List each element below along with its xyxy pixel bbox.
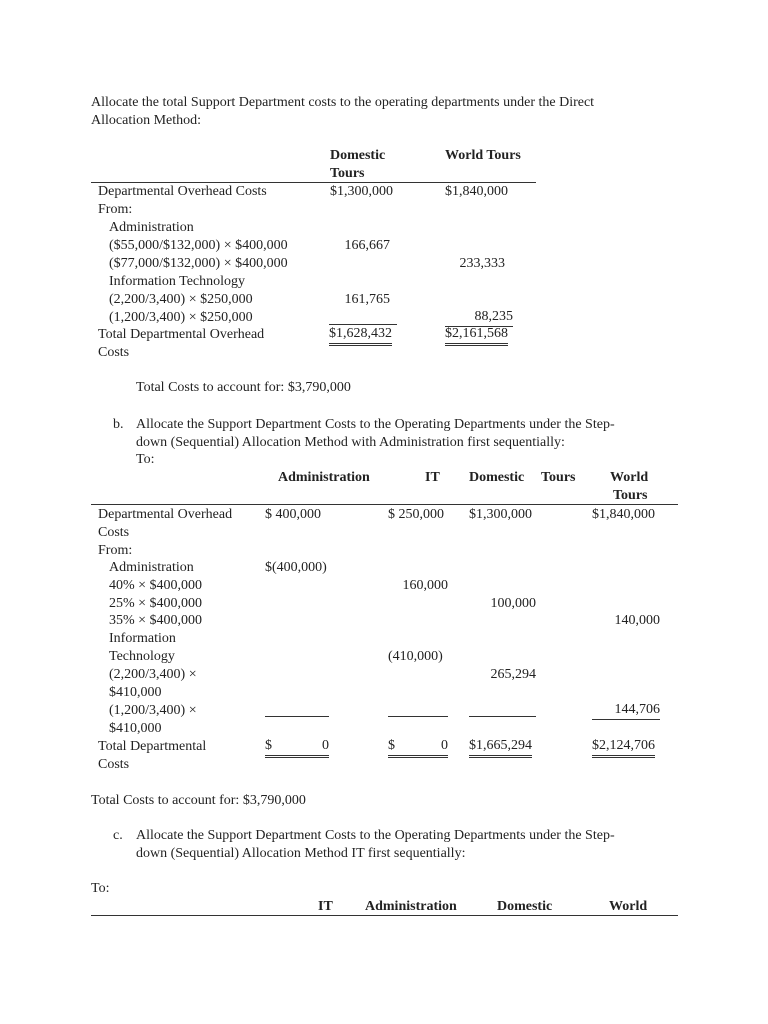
row-from: From: [98, 543, 133, 558]
item-b-marker: b. [113, 417, 124, 432]
overhead-domestic: $1,300,000 [330, 184, 393, 199]
row-from: From: [98, 202, 133, 217]
direct-total-costs: Total Costs to account for: $3,790,000 [136, 380, 351, 395]
header-administration: Administration [278, 470, 370, 485]
header-it: IT [425, 470, 440, 485]
row-administration: Administration [109, 220, 194, 235]
admin-formula-1-value: 166,667 [344, 238, 390, 253]
header-it: IT [318, 899, 333, 914]
item-c-marker: c. [113, 828, 123, 843]
intro-line-2: Allocation Method: [91, 113, 202, 128]
row-it-formula-1b: $410,000 [109, 685, 162, 700]
row-information: Information [109, 631, 176, 646]
value-35-percent: 140,000 [614, 613, 660, 628]
header-domestic: Domestic [497, 899, 553, 914]
row-40-percent: 40% × $400,000 [109, 578, 203, 593]
it-formula-1-value: 161,765 [344, 292, 390, 307]
it-formula-1-value: 265,294 [490, 667, 536, 682]
intro-line-1: Allocate the total Support Department costs to the operating departments under the Direct [91, 95, 595, 110]
total-it-value: 0 [441, 738, 448, 753]
row-administration: Administration [109, 560, 194, 575]
total-domestic: $1,628,432 [329, 325, 392, 346]
admin-subtotal-rule [265, 716, 329, 717]
overhead-admin: $ 400,000 [265, 507, 321, 522]
total-admin-dollar: $ [265, 738, 272, 753]
header-administration: Administration [365, 899, 457, 914]
header-rule [91, 504, 678, 505]
row-it-formula-2b: $410,000 [109, 721, 162, 736]
row-overhead-label-2: Costs [98, 525, 130, 540]
row-it-formula-1: (2,200/3,400) × $250,000 [109, 292, 253, 307]
overhead-world: $1,840,000 [592, 507, 655, 522]
total-domestic: $1,665,294 [469, 737, 532, 758]
row-admin-formula-2: ($77,000/$132,000) × $400,000 [109, 256, 288, 271]
value-40-percent: 160,000 [402, 578, 448, 593]
header-rule [91, 915, 678, 916]
item-c-to: To: [91, 881, 110, 896]
it-formula-2-value: 88,235 [445, 308, 513, 327]
total-world: $2,124,706 [592, 737, 655, 758]
header-world: World [609, 899, 648, 914]
item-b-line-1: Allocate the Support Department Costs to the Operating Departments under the Step- [136, 417, 615, 432]
item-b-line-2: down (Sequential) Allocation Method with Administration first sequentially: [136, 435, 565, 450]
total-world: $2,161,568 [445, 325, 508, 346]
row-total-label-1: Total Departmental [98, 739, 207, 754]
header-domestic: Domestic [469, 470, 525, 485]
item-b-to: To: [136, 452, 155, 467]
row-overhead-label-1: Departmental Overhead [98, 507, 233, 522]
total-it [388, 737, 448, 758]
header-world-tours: World Tours [445, 148, 521, 163]
row-admin-formula-1: ($55,000/$132,000) × $400,000 [109, 238, 288, 253]
row-total-label-1: Total Departmental Overhead [98, 327, 265, 342]
admin-formula-2-value: 233,333 [459, 256, 505, 271]
item-c-line-2: down (Sequential) Allocation Method IT first sequentially: [136, 846, 466, 861]
header-domestic-tours: Tours [330, 166, 365, 181]
total-admin [265, 737, 329, 758]
row-total-label-2: Costs [98, 345, 130, 360]
row-information-technology: Information Technology [109, 274, 246, 289]
row-it-formula-1a: (2,200/3,400) × [109, 667, 197, 682]
overhead-world: $1,840,000 [445, 184, 508, 199]
total-admin-value: 0 [322, 738, 329, 753]
row-overhead-label: Departmental Overhead Costs [98, 184, 267, 199]
it-formula-2-value: 144,706 [592, 701, 660, 720]
row-technology: Technology [109, 649, 175, 664]
total-it-dollar: $ [388, 738, 395, 753]
domestic-subtotal-rule [469, 716, 536, 717]
value-25-percent: 100,000 [490, 596, 536, 611]
it-allocated-out: (410,000) [388, 649, 443, 664]
it-subtotal-rule [388, 716, 448, 717]
stepdown-admin-total-costs: Total Costs to account for: $3,790,000 [91, 793, 306, 808]
header-tours: Tours [541, 470, 576, 485]
header-world: World [610, 470, 649, 485]
header-domestic: Domestic [330, 148, 386, 163]
header-world-tours: Tours [613, 488, 648, 503]
overhead-it: $ 250,000 [388, 507, 444, 522]
item-c-line-1: Allocate the Support Department Costs to the Operating Departments under the Step- [136, 828, 615, 843]
row-it-formula-2: (1,200/3,400) × $250,000 [109, 310, 253, 325]
row-35-percent: 35% × $400,000 [109, 613, 203, 628]
row-it-formula-2a: (1,200/3,400) × [109, 703, 197, 718]
overhead-domestic: $1,300,000 [469, 507, 532, 522]
admin-allocated-out: $(400,000) [265, 560, 327, 575]
row-25-percent: 25% × $400,000 [109, 596, 203, 611]
row-total-label-2: Costs [98, 757, 130, 772]
